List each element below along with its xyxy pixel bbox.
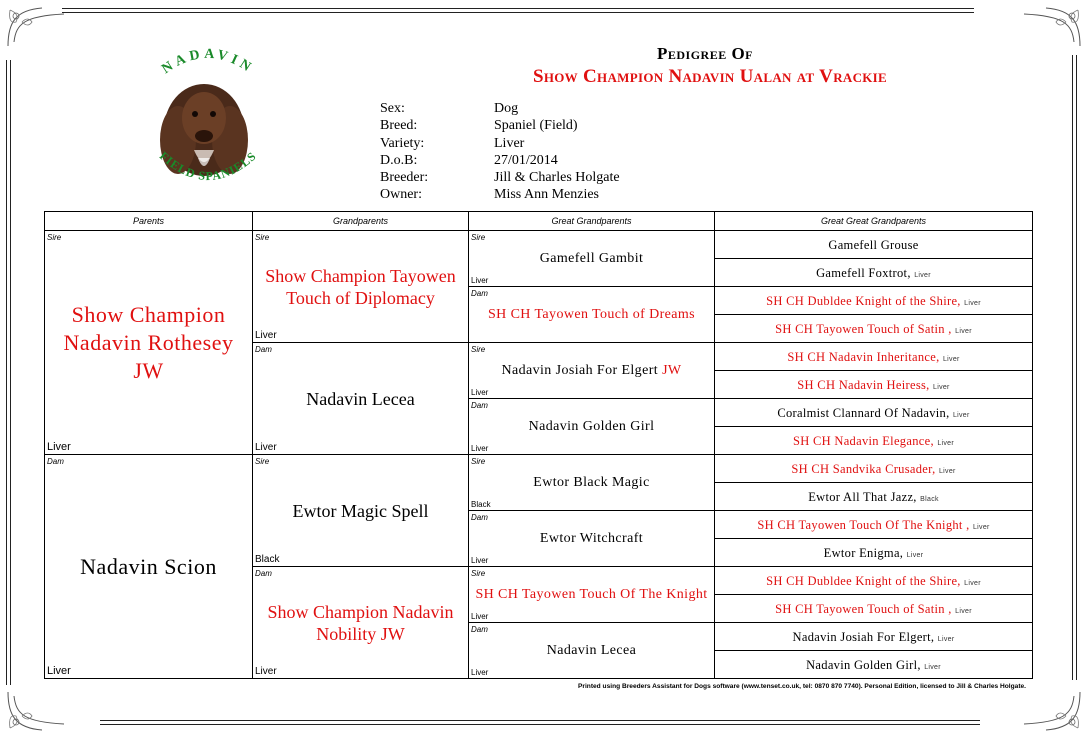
pedigree-of-heading: Pedigree Of <box>656 44 754 63</box>
sex-tag: Sire <box>471 457 486 466</box>
coat-colour: Liver <box>937 635 955 643</box>
great-grandparent-name: SH CH Tayowen Touch Of The Knight <box>475 587 708 602</box>
coat-colour: Liver <box>933 383 950 391</box>
detail-label: Breeder: <box>380 170 429 186</box>
great-grandparent-cell <box>469 623 715 679</box>
sex-tag: Dam <box>47 457 64 466</box>
grandparent-cell <box>253 567 469 679</box>
detail-row <box>380 186 620 203</box>
column-header-grandparents: Grandparents <box>253 212 469 231</box>
detail-label: Sex: <box>380 101 405 116</box>
coat-colour: Liver <box>952 411 970 419</box>
great-great-grandparent-cell <box>715 455 1033 483</box>
logo-text-top: NADAVIN <box>159 46 257 78</box>
printed-using-footer: Printed using Breeders Assistant for Dogs software (www.tenset.co.uk, tel: 0870 870 7740). Personal Edition, licensed to Jill & Charles Holgate. <box>578 683 1027 690</box>
great-grandparent-name-wrap <box>469 473 714 492</box>
corner-ornament-top-left <box>2 2 72 50</box>
great-grandparent-cell <box>469 399 715 455</box>
grandparent-name: Nadavin Lecea <box>306 388 415 409</box>
frame-bottom-line-inner <box>100 724 980 725</box>
great-great-grandparent-entry <box>816 266 931 280</box>
detail-row <box>380 152 620 169</box>
great-great-grandparent-entry <box>775 322 972 336</box>
great-great-grandparent-cell <box>715 539 1033 567</box>
parent-name: Nadavin Scion <box>80 553 217 579</box>
coat-colour: Liver <box>47 441 71 453</box>
great-grandparent-title-suffix: JW <box>662 363 682 378</box>
detail-value: Liver <box>494 135 525 151</box>
coat-colour: Black <box>920 495 939 503</box>
logo-text-bottom: FIELD SPANIELS <box>156 148 260 184</box>
kennel-logo <box>148 40 268 200</box>
grandparent-name: Ewtor Magic Spell <box>292 500 429 521</box>
coat-colour: Liver <box>914 271 931 279</box>
great-great-grandparent-entry <box>787 350 959 364</box>
detail-row <box>380 117 620 134</box>
great-great-grandparent-name: SH CH Nadavin Inheritance, <box>787 349 940 364</box>
great-great-grandparent-name: Gamefell Foxtrot, <box>816 265 911 280</box>
coat-colour: Liver <box>471 388 489 397</box>
coat-colour: Black <box>471 500 491 509</box>
corner-ornament-bottom-right <box>1016 688 1086 736</box>
great-great-grandparent-name: Ewtor All That Jazz, <box>808 489 917 504</box>
grandparent-cell <box>253 455 469 567</box>
pedigree-row <box>45 231 1033 259</box>
great-great-grandparent-name: SH CH Tayowen Touch Of The Knight , <box>757 517 970 532</box>
frame-right-line <box>1076 55 1077 680</box>
sex-tag: Dam <box>471 289 488 298</box>
coat-colour: Liver <box>938 467 956 475</box>
column-header-great-grandparents: Great Grandparents <box>469 212 715 231</box>
coat-colour: Liver <box>972 523 990 531</box>
great-great-grandparent-name: SH CH Tayowen Touch of Satin , <box>775 321 952 336</box>
grandparent-name: Show Champion Nadavin Nobility JW <box>267 601 454 644</box>
great-great-grandparent-entry <box>828 238 918 252</box>
parent-name: Show Champion Nadavin Rothesey <box>63 301 234 355</box>
detail-label: Breed: <box>380 118 418 134</box>
grandparent-cell <box>253 343 469 455</box>
great-great-grandparent-entry <box>806 658 941 672</box>
sex-tag: Dam <box>471 625 488 634</box>
frame-left-line <box>6 60 7 685</box>
great-grandparent-cell <box>469 343 715 399</box>
great-great-grandparent-cell <box>715 231 1033 259</box>
frame-top-line-inner <box>62 12 974 13</box>
grandparent-name-wrap <box>253 265 468 309</box>
great-grandparent-cell <box>469 511 715 567</box>
great-grandparent-name: Nadavin Golden Girl <box>528 419 655 434</box>
great-grandparent-cell <box>469 455 715 511</box>
great-great-grandparent-name: SH CH Sandvika Crusader, <box>791 461 936 476</box>
coat-colour: Liver <box>255 442 277 453</box>
great-grandparent-cell <box>469 287 715 343</box>
coat-colour: Black <box>255 554 280 565</box>
great-grandparent-name-wrap <box>469 585 714 604</box>
great-grandparent-name-wrap <box>469 305 714 324</box>
coat-colour: Liver <box>955 607 972 615</box>
grandparent-cell <box>253 231 469 343</box>
sex-tag: Sire <box>471 569 486 578</box>
sex-tag: Sire <box>255 233 270 242</box>
coat-colour: Liver <box>255 330 277 341</box>
column-header-row <box>45 212 1033 231</box>
corner-ornament-top-right <box>1016 2 1086 50</box>
coat-colour: Liver <box>906 551 924 559</box>
great-great-grandparent-entry <box>775 602 972 616</box>
great-grandparent-name-wrap <box>469 249 714 268</box>
column-header-great-great-grandparents: Great Great Grandparents <box>715 212 1033 231</box>
great-grandparent-name: Ewtor Black Magic <box>533 475 650 490</box>
parent-name-wrap <box>45 553 252 581</box>
coat-colour: Liver <box>937 439 954 447</box>
great-great-grandparent-entry <box>793 630 955 644</box>
detail-value: Miss Ann Menzies <box>494 187 599 203</box>
great-grandparent-name: Gamefell Gambit <box>539 251 644 266</box>
pedigree-table <box>44 211 1033 679</box>
pedigree-row <box>45 455 1033 483</box>
sex-tag: Dam <box>255 569 272 578</box>
detail-label: Variety: <box>380 135 425 151</box>
great-great-grandparent-entry <box>824 546 924 560</box>
coat-colour: Liver <box>471 276 489 285</box>
great-grandparent-name-wrap <box>469 417 714 436</box>
great-great-grandparent-cell <box>715 399 1033 427</box>
parent-cell <box>45 455 253 679</box>
great-great-grandparent-entry <box>791 462 955 476</box>
sex-tag: Sire <box>471 233 486 242</box>
sex-tag: Dam <box>471 401 488 410</box>
detail-value: Dog <box>494 101 519 116</box>
coat-colour: Liver <box>964 579 981 587</box>
great-great-grandparent-cell <box>715 595 1033 623</box>
great-great-grandparent-name: SH CH Dubldee Knight of the Shire, <box>766 573 961 588</box>
parent-cell <box>45 231 253 455</box>
detail-row <box>380 100 620 117</box>
coat-colour: Liver <box>471 668 489 677</box>
detail-label: D.o.B: <box>380 152 418 168</box>
great-great-grandparent-name: Gamefell Grouse <box>828 237 919 252</box>
frame-top-line <box>62 8 974 9</box>
corner-ornament-bottom-left <box>2 688 72 736</box>
great-great-grandparent-name: SH CH Tayowen Touch of Satin , <box>775 601 952 616</box>
great-grandparent-name: SH CH Tayowen Touch of Dreams <box>487 307 696 322</box>
sex-tag: Sire <box>47 233 62 242</box>
great-great-grandparent-entry <box>777 406 969 420</box>
great-great-grandparent-cell <box>715 567 1033 595</box>
great-great-grandparent-entry <box>766 574 981 588</box>
coat-colour: Liver <box>471 556 489 565</box>
detail-value: 27/01/2014 <box>494 152 558 168</box>
sex-tag: Sire <box>255 457 270 466</box>
great-grandparent-name: Nadavin Josiah For Elgert <box>501 363 659 378</box>
grandparent-name-wrap <box>253 601 468 645</box>
coat-colour: Liver <box>942 355 960 363</box>
great-grandparent-cell <box>469 231 715 287</box>
coat-colour: Liver <box>471 444 489 453</box>
sex-tag: Dam <box>255 345 272 354</box>
great-grandparent-name-wrap <box>469 529 714 548</box>
grandparent-name-wrap <box>253 500 468 522</box>
great-great-grandparent-name: SH CH Nadavin Elegance, <box>792 433 934 448</box>
great-great-grandparent-name: Ewtor Enigma, <box>823 545 904 560</box>
great-grandparent-cell <box>469 567 715 623</box>
great-great-grandparent-cell <box>715 427 1033 455</box>
dog-details <box>380 100 620 204</box>
frame-right-line-inner <box>1072 55 1073 680</box>
grandparent-name: Show Champion Tayowen Touch of Diplomacy <box>265 265 456 308</box>
great-great-grandparent-cell <box>715 259 1033 287</box>
great-great-grandparent-cell <box>715 343 1033 371</box>
coat-colour: Liver <box>964 299 981 307</box>
sex-tag: Sire <box>471 345 486 354</box>
grandparent-name-wrap <box>253 388 468 410</box>
great-great-grandparent-name: SH CH Dubldee Knight of the Shire, <box>766 293 961 308</box>
coat-colour: Liver <box>924 663 941 671</box>
great-great-grandparent-entry <box>757 518 989 532</box>
frame-bottom-line <box>100 720 980 721</box>
parent-title-suffix: JW <box>133 357 164 383</box>
detail-value: Jill & Charles Holgate <box>494 170 620 186</box>
coat-colour: Liver <box>471 612 489 621</box>
great-great-grandparent-cell <box>715 651 1033 679</box>
column-header-parents: Parents <box>45 212 253 231</box>
detail-value: Spaniel (Field) <box>494 118 578 134</box>
detail-row <box>380 135 620 152</box>
great-great-grandparent-name: Coralmist Clannard Of Nadavin, <box>777 405 950 420</box>
great-great-grandparent-name: SH CH Nadavin Heiress, <box>797 377 930 392</box>
frame-left-line-inner <box>10 60 11 685</box>
great-great-grandparent-name: Nadavin Golden Girl, <box>806 657 921 672</box>
great-great-grandparent-entry <box>808 490 939 504</box>
coat-colour: Liver <box>255 666 277 677</box>
coat-colour: Liver <box>955 327 972 335</box>
great-grandparent-name-wrap <box>469 361 714 380</box>
great-great-grandparent-cell <box>715 287 1033 315</box>
great-great-grandparent-entry <box>766 294 981 308</box>
great-great-grandparent-cell <box>715 511 1033 539</box>
parent-name-wrap <box>45 301 252 385</box>
coat-colour: Liver <box>47 665 71 677</box>
great-great-grandparent-name: Nadavin Josiah For Elgert, <box>792 629 935 644</box>
svg-text:NADAVIN <box>159 47 256 77</box>
great-grandparent-name: Nadavin Lecea <box>546 643 637 658</box>
sex-tag: Dam <box>471 513 488 522</box>
great-great-grandparent-cell <box>715 483 1033 511</box>
dog-name-heading: Show Champion Nadavin Ualan at Vrackie <box>532 66 887 87</box>
great-great-grandparent-entry <box>797 378 949 392</box>
great-great-grandparent-cell <box>715 315 1033 343</box>
detail-row <box>380 169 620 186</box>
great-great-grandparent-entry <box>793 434 954 448</box>
great-grandparent-name-wrap <box>469 641 714 660</box>
great-great-grandparent-cell <box>715 371 1033 399</box>
detail-label: Owner: <box>380 187 422 203</box>
great-great-grandparent-cell <box>715 623 1033 651</box>
great-grandparent-name: Ewtor Witchcraft <box>539 531 644 546</box>
